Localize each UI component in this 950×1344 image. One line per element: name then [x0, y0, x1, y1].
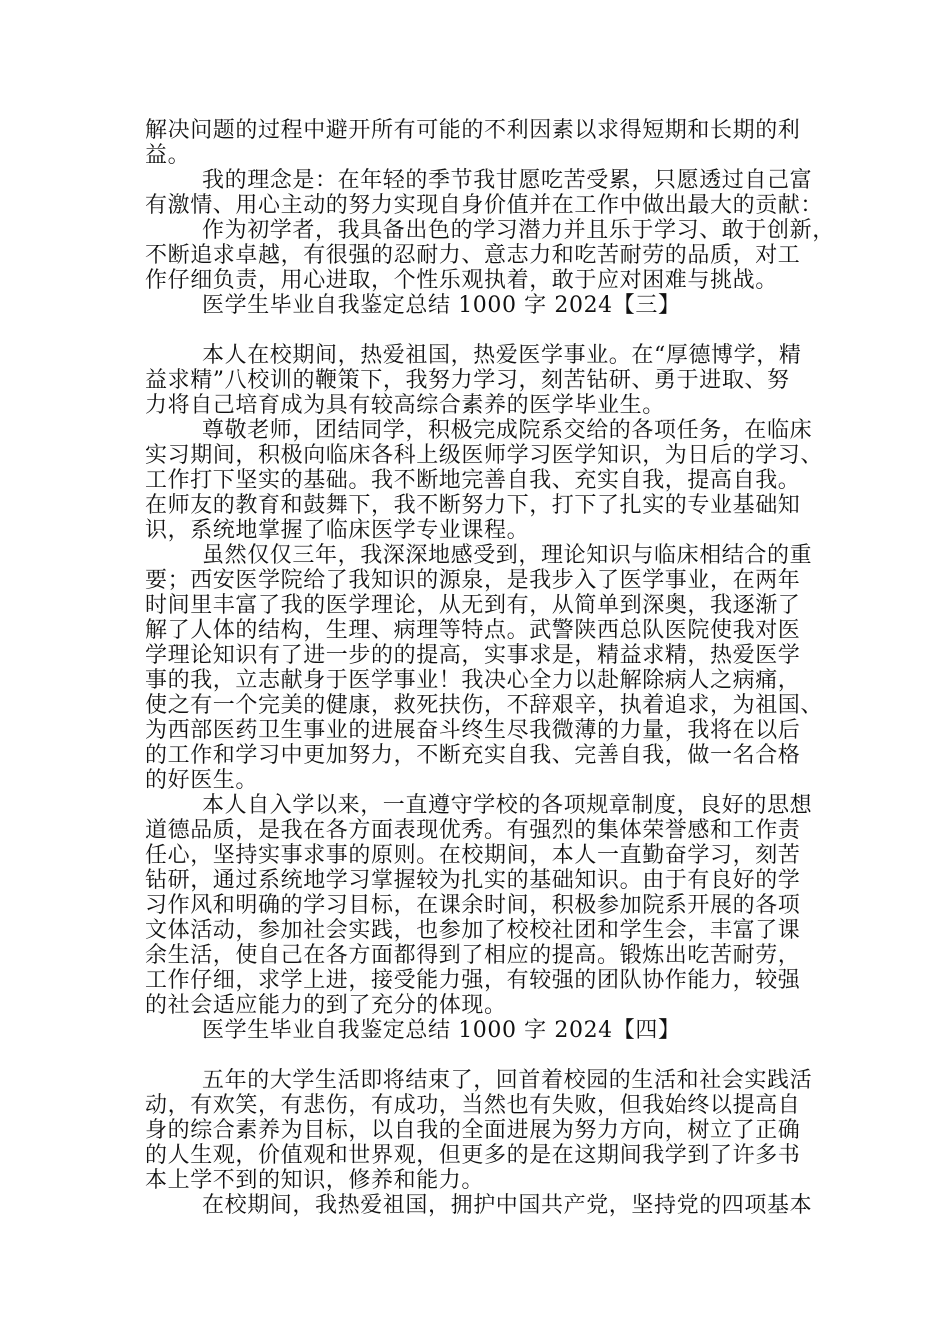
text-line: 在校期间，我热爱祖国，拥护中国共产党，坚持党的四项基本	[202, 1193, 813, 1218]
text-line: 虽然仅仅三年，我深深地感受到，理论知识与临床相结合的重	[202, 543, 813, 568]
text-line: 动，有欢笑，有悲伤，有成功，当然也有失败，但我始终以提高自	[145, 1093, 801, 1118]
section-heading	[145, 293, 807, 318]
text-line: 事的我，立志献身于医学事业！我决心全力以赴解除病人之病痛，	[145, 668, 801, 693]
text-line: 为西部医药卫生事业的进展奋斗终生尽我微薄的力量，我将在以后	[145, 718, 801, 743]
blank-line	[145, 1043, 807, 1068]
text-line: 医学生毕业自我鉴定总结 1000 字 2024【四】	[202, 1018, 681, 1043]
text-line: 益求精”八校训的鞭策下，我努力学习，刻苦钻研、勇于进取、努	[145, 368, 790, 393]
text-line: 工作仔细，求学上进，接受能力强，有较强的团队协作能力，较强	[145, 968, 801, 993]
text-line: 作为初学者，我具备出色的学习潜力并且乐于学习、敢于创新，	[202, 218, 835, 243]
text-line: 本人在校期间，热爱祖国，热爱医学事业。在“厚德博学，精	[202, 343, 802, 368]
paragraph	[145, 543, 824, 793]
paragraph	[145, 1068, 813, 1193]
text-line: 力将自己培育成为具有较高综合素养的医学毕业生。	[145, 393, 665, 418]
text-line: 本人自入学以来，一直遵守学校的各项规章制度，良好的思想	[202, 793, 813, 818]
text-line: 文体活动，参加社会实践，也参加了校校社团和学生会，丰富了课	[145, 918, 801, 943]
text-line: 的人生观，价值观和世界观，但更多的是在这期间我学到了许多书	[145, 1143, 801, 1168]
paragraph	[145, 118, 807, 168]
text-line: 的好医生。	[145, 768, 259, 793]
text-line: 五年的大学生活即将结束了，回首着校园的生活和社会实践活	[202, 1068, 813, 1093]
text-line: 钻研，通过系统地学习掌握较为扎实的基础知识。由于有良好的学	[145, 868, 801, 893]
text-line: 有激情、用心主动的努力实现自身价值并在工作中做出最大的贡献：	[145, 193, 824, 218]
text-line: 身的综合素养为目标，以自我的全面进展为努力方向，树立了正确	[145, 1118, 801, 1143]
text-line: 解了人体的结构，生理、病理等特点。武警陕西总队医院使我对医	[145, 618, 801, 643]
text-line: 余生活，使自己在各方面都得到了相应的提高。锻炼出吃苦耐劳，	[145, 943, 801, 968]
paragraph	[145, 1193, 813, 1218]
text-line: 解决问题的过程中避开所有可能的不利因素以求得短期和长期的利	[145, 118, 801, 143]
blank-line	[145, 318, 807, 343]
text-line: 实习期间，积极向临床各科上级医师学习医学知识，为日后的学习、	[145, 443, 824, 468]
text-line: 作仔细负责，用心进取，个性乐观执着，敢于应对困难与挑战。	[145, 268, 778, 293]
text-line: 要；西安医学院给了我知识的源泉，是我步入了医学事业，在两年	[145, 568, 801, 593]
text-line: 尊敬老师，团结同学，积极完成院系交给的各项任务，在临床	[202, 418, 813, 443]
section-heading	[145, 1018, 807, 1043]
text-line: 的社会适应能力的到了充分的体现。	[145, 993, 507, 1018]
text-line: 的工作和学习中更加努力，不断充实自我、完善自我，做一名合格	[145, 743, 801, 768]
text-line: 本上学不到的知识，修养和能力。	[145, 1168, 485, 1193]
document-page	[145, 118, 835, 1218]
text-line: 不断追求卓越，有很强的忍耐力、意志力和吃苦耐劳的品质，对工	[145, 243, 801, 268]
text-line: 时间里丰富了我的医学理论，从无到有，从简单到深奥，我逐渐了	[145, 593, 801, 618]
paragraph	[145, 218, 835, 293]
text-line: 道德品质，是我在各方面表现优秀。有强烈的集体荣誉感和工作责	[145, 818, 801, 843]
text-line: 使之有一个完美的健康，救死扶伤，不辞艰辛，执着追求，为祖国、	[145, 693, 824, 718]
text-line: 工作打下坚实的基础。我不断地完善自我、充实自我，提高自我。	[145, 468, 801, 493]
paragraph	[145, 418, 824, 543]
text-line: 医学生毕业自我鉴定总结 1000 字 2024【三】	[202, 293, 681, 318]
text-line: 识，系统地掌握了临床医学专业课程。	[145, 518, 530, 543]
text-line: 习作风和明确的学习目标，在课余时间，积极参加院系开展的各项	[145, 893, 801, 918]
text-line: 任心，坚持实事求事的原则。在校期间，本人一直勤奋学习，刻苦	[145, 843, 801, 868]
paragraph	[145, 343, 807, 418]
paragraph	[145, 793, 813, 1018]
text-line: 学理论知识有了进一步的的提高，实事求是，精益求精，热爱医学	[145, 643, 801, 668]
text-line: 益。	[145, 143, 191, 168]
text-line: 我的理念是：在年轻的季节我甘愿吃苦受累，只愿透过自己富	[202, 168, 813, 193]
paragraph	[145, 168, 824, 218]
text-line: 在师友的教育和鼓舞下，我不断努力下，打下了扎实的专业基础知	[145, 493, 801, 518]
